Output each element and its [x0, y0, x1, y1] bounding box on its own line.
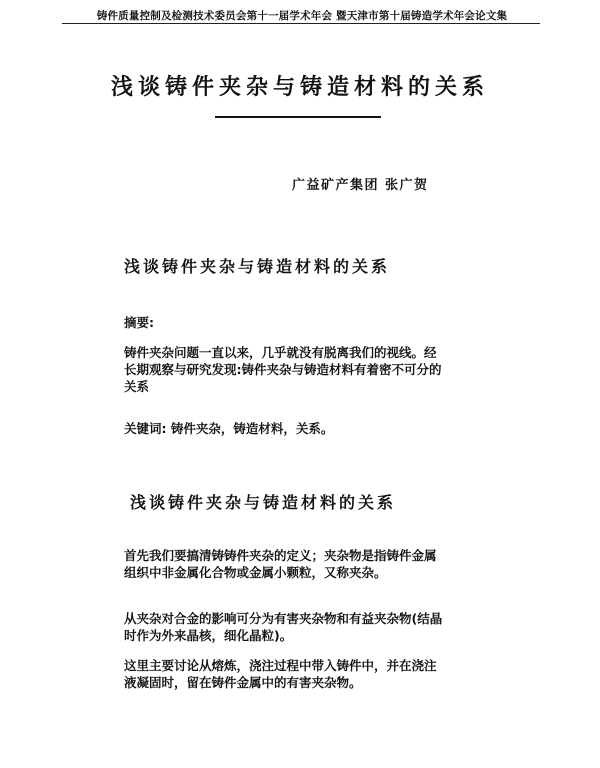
keywords-text: 关键词: 铸件夹杂，铸造材料，关系。	[124, 421, 334, 436]
keywords-line	[124, 420, 462, 437]
abstract-label: 摘要:	[124, 315, 154, 330]
header-proceedings: 铸件质量控制及检测技术委员会第十一届学术年会 暨天津市第十届铸造学术年会论文集	[96, 10, 508, 22]
body-paragraph-2	[124, 610, 462, 644]
abstract-line: 关系	[124, 379, 150, 394]
paragraph-line: 从夹杂对合金的影响可分为有害夹杂物和有益夹杂物(结晶	[124, 611, 443, 626]
paragraph-line: 时作为外来晶核，细化晶粒)。	[124, 628, 293, 643]
paragraph-line: 这里主要讨论从熔炼，浇注过程中带入铸件中，并在浇注	[124, 658, 437, 673]
section-title-2: 浅谈铸件夹杂与铸造材料的关系	[130, 493, 397, 512]
paragraph-line: 组织中非金属化合物或金属小颗粒，又称夹杂。	[124, 565, 387, 580]
paragraph-line: 液凝固时，留在铸件金属中的有害夹杂物。	[124, 675, 362, 690]
paragraph-line: 首先我们要搞清铸铸件夹杂的定义；夹杂物是指铸件金属	[124, 548, 437, 563]
page-title: 浅谈铸件夹杂与铸造材料的关系	[110, 74, 489, 100]
body-paragraph-3	[124, 657, 462, 691]
body-paragraph-1	[124, 547, 462, 581]
section-title-1: 浅谈铸件夹杂与铸造材料的关系	[124, 257, 391, 276]
header-divider	[62, 23, 540, 24]
abstract-line: 铸件夹杂问题一直以来，几乎就没有脱离我们的视线。经	[124, 345, 437, 360]
author-line: 广益矿产集团 张广贺	[292, 178, 429, 193]
abstract-line: 长期观察与研究发现:铸件夹杂与铸造材料有着密不可分的	[124, 362, 442, 377]
abstract-text	[124, 344, 462, 395]
title-underline	[215, 116, 381, 118]
